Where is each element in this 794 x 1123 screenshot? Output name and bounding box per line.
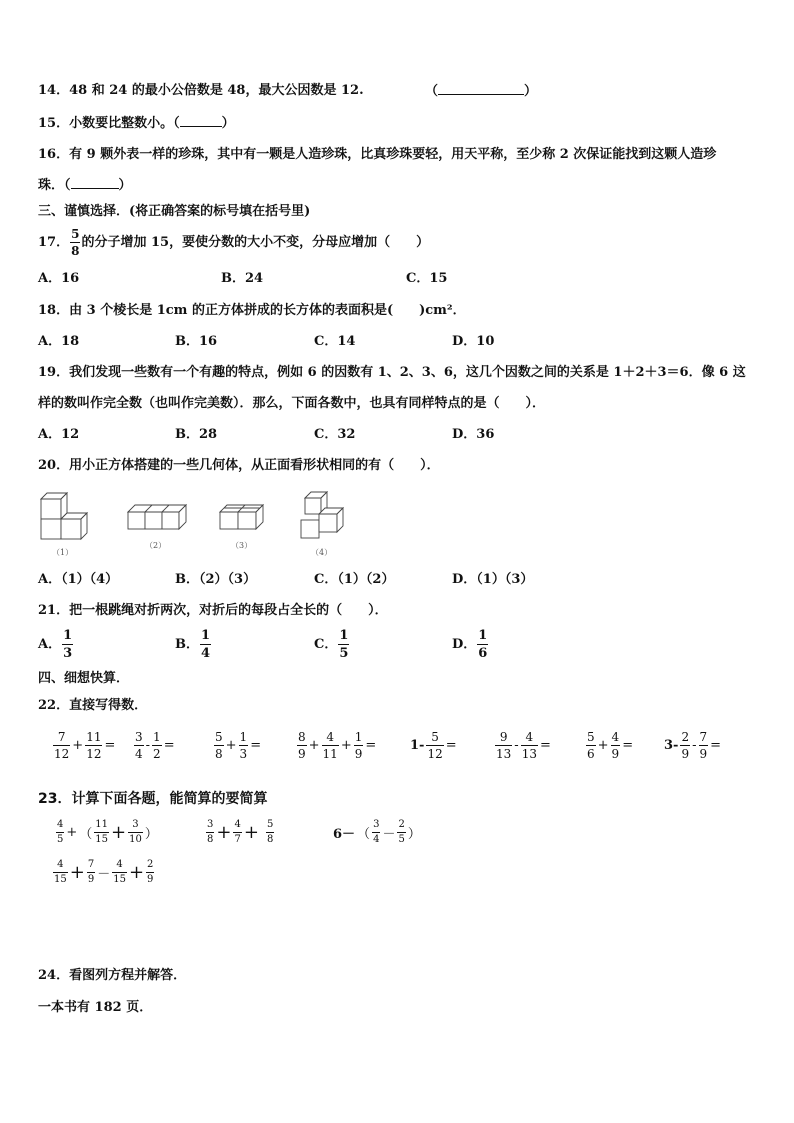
fraction: $\frac{5}{8}$: [215, 730, 223, 761]
question-18-text: 18．由 3 个棱长是 1cm 的正方体拼成的长方体的表面积是( )cm²．: [38, 303, 466, 318]
fraction: $\frac{5}{12}$: [427, 730, 443, 761]
option-a[interactable]: A．18: [38, 334, 80, 349]
section-3-heading: [38, 203, 310, 221]
figure-label-2: （2）: [145, 541, 167, 550]
mental-math-expression: 1- $\frac{5}{12}$ =: [410, 730, 457, 761]
paren-close: ）: [221, 116, 235, 131]
question-19-line-2: [38, 395, 545, 413]
option-a[interactable]: A．12: [38, 427, 80, 442]
mental-math-expression: $\frac{5}{8}$ + $\frac{1}{3}$ =: [215, 730, 262, 761]
question-number: 17．: [38, 234, 70, 250]
answer-blank[interactable]: [180, 114, 222, 127]
option-d[interactable]: D．36: [452, 427, 495, 442]
option-a[interactable]: A．16: [38, 271, 80, 286]
cube-figure-2: [126, 502, 190, 532]
calc-expression-1: $\frac{4}{5}$ + （ $\frac{11}{15}$ + $\frac{3}{10}$ ）: [57, 819, 158, 845]
option-b[interactable]: B．16: [175, 334, 218, 349]
fraction: $\frac{1}{3}$: [63, 628, 73, 661]
question-19-text: 19．我们发现一些数有一个有趣的特点，例如 6 的因数有 1、2、3、6，这几个因数之间的关系是 1＋2＋3＝6．像 6 这: [38, 365, 746, 380]
question-23-text: 23．计算下面各题，能简算的要简算: [38, 791, 268, 807]
question-20: [38, 457, 440, 475]
calc-expression-2: $\frac{3}{8}$ + $\frac{4}{7}$ + $\frac{5}{8}$: [207, 819, 274, 845]
option-c[interactable]: C．（1）（2）: [314, 572, 395, 587]
option-b[interactable]: B．24: [221, 271, 264, 286]
fraction: $\frac{1}{5}$: [339, 628, 349, 661]
fraction: $\frac{2}{9}$: [681, 730, 690, 761]
calc-expression-4: $\frac{4}{15}$ + $\frac{7}{9}$ － $\frac{4}{15}$ + $\frac{2}{9}$: [54, 859, 154, 885]
question-22-text: 22．直接写得数．: [38, 698, 148, 713]
question-19-text-end: 样的数叫作完全数（也叫作完美数）．那么，下面各数中，也具有同样特点的是（ ）．: [38, 396, 546, 411]
question-16-line-2: [38, 176, 132, 195]
section-3-text: 三、谨慎选择．(将正确答案的标号填在括号里): [38, 204, 311, 219]
mental-math-expression: $\frac{5}{6}$ + $\frac{4}{9}$ =: [587, 730, 634, 761]
fraction: $\frac{1}{4}$: [201, 628, 211, 661]
mental-math-expression: $\frac{9}{13}$ - $\frac{4}{13}$ =: [496, 730, 551, 761]
fraction: $\frac{1}{9}$: [354, 730, 363, 761]
fraction: $\frac{3}{4}$: [135, 730, 143, 761]
paren-close: ）: [524, 84, 538, 99]
option-d[interactable]: D．10: [452, 334, 495, 349]
option-c[interactable]: C．32: [314, 427, 356, 442]
question-17: [38, 228, 429, 257]
question-15: [38, 114, 235, 133]
fraction: $\frac{4}{9}$: [611, 730, 620, 761]
mental-math-expression: $\frac{8}{9}$ + $\frac{4}{11}$ + $\frac{1}{9}$ =: [298, 730, 377, 761]
mental-math-expression: $\frac{3}{4}$ - $\frac{1}{2}$ =: [135, 730, 175, 761]
cube-figure-3: [218, 502, 266, 532]
fraction: $\frac{1}{3}$: [239, 730, 248, 761]
question-14-text: 14．48 和 24 的最小公倍数是 48，最大公因数是 12.: [38, 83, 364, 98]
figure-label-4: （4）: [311, 548, 333, 557]
fraction: $\frac{1}{2}$: [153, 730, 161, 761]
question-17-text: 的分子增加 15，要使分数的大小不变，分母应增加（ ）: [81, 234, 430, 250]
question-21: [38, 602, 388, 620]
option-d[interactable]: D． $\frac{1}{6}$: [452, 628, 488, 661]
fraction: $\frac{4}{11}$: [322, 730, 338, 761]
answer-blank[interactable]: [438, 82, 524, 95]
question-24: [38, 967, 186, 985]
mental-math-expression: 3- $\frac{2}{9}$ - $\frac{7}{9}$ =: [664, 730, 722, 761]
option-a[interactable]: A．（1）（4）: [38, 572, 119, 587]
fraction: $\frac{7}{12}$: [54, 730, 70, 761]
option-c[interactable]: C．15: [406, 271, 448, 286]
option-b[interactable]: B．（2）（3）: [175, 572, 257, 587]
paren-open: （: [425, 84, 439, 99]
question-14: [38, 82, 364, 100]
option-b[interactable]: B． $\frac{1}{4}$: [175, 628, 211, 661]
figure-label-1: （1）: [52, 548, 74, 557]
fraction: $\frac{9}{13}$: [496, 730, 512, 761]
option-a[interactable]: A． $\frac{1}{3}$: [38, 628, 73, 661]
question-22: [38, 697, 147, 715]
question-24-line-2: [38, 999, 152, 1017]
section-4-text: 四、细想快算．: [38, 671, 130, 686]
figure-label-3: （3）: [231, 541, 253, 550]
option-b[interactable]: B．28: [175, 427, 218, 442]
question-16-text: 16．有 9 颗外表一样的珍珠，其中有一颗是人造珍珠，比真珍珠要轻，用天平称，至少称 2 次保证能找到这颗人造珍: [38, 147, 717, 162]
question-24-text-end: 一本书有 182 页．: [38, 1000, 153, 1015]
question-19-line-1: [38, 364, 746, 382]
mental-math-expression: $\frac{7}{12}$ + $\frac{11}{12}$ =: [54, 730, 116, 761]
fraction: $\frac{4}{13}$: [521, 730, 537, 761]
option-d[interactable]: D．（1）（3）: [452, 572, 534, 587]
cube-figure-1: [38, 490, 98, 542]
question-18: [38, 302, 466, 320]
question-21-text: 21．把一根跳绳对折两次，对折后的每段占全长的（ ）．: [38, 603, 388, 618]
fraction: $\frac{8}{9}$: [298, 730, 306, 761]
fraction: $\frac{5}{8}$: [71, 227, 80, 258]
calc-expression-3: 6－ （ $\frac{3}{4}$ － $\frac{2}{5}$ ）: [333, 819, 421, 845]
answer-blank[interactable]: [71, 176, 119, 189]
option-c[interactable]: C．14: [314, 334, 356, 349]
fraction: $\frac{1}{6}$: [478, 628, 488, 661]
question-16-line-1: [38, 146, 716, 164]
question-15-text: 15．小数要比整数小。（: [38, 116, 180, 131]
question-24-text: 24．看图列方程并解答．: [38, 968, 187, 983]
fraction: $\frac{5}{6}$: [587, 730, 595, 761]
fraction: $\frac{7}{9}$: [699, 730, 708, 761]
cube-figure-4: [298, 490, 350, 542]
option-c[interactable]: C． $\frac{1}{5}$: [314, 628, 349, 661]
section-4-heading: [38, 670, 129, 688]
fraction: $\frac{11}{12}$: [86, 730, 102, 761]
question-16-text-end: 珠．（: [38, 178, 71, 193]
paren-close: ）: [118, 178, 132, 193]
question-23: [38, 790, 267, 808]
question-20-text: 20．用小正方体搭建的一些几何体，从正面看形状相同的有（ ）．: [38, 458, 440, 473]
question-14-answer: [425, 82, 537, 101]
